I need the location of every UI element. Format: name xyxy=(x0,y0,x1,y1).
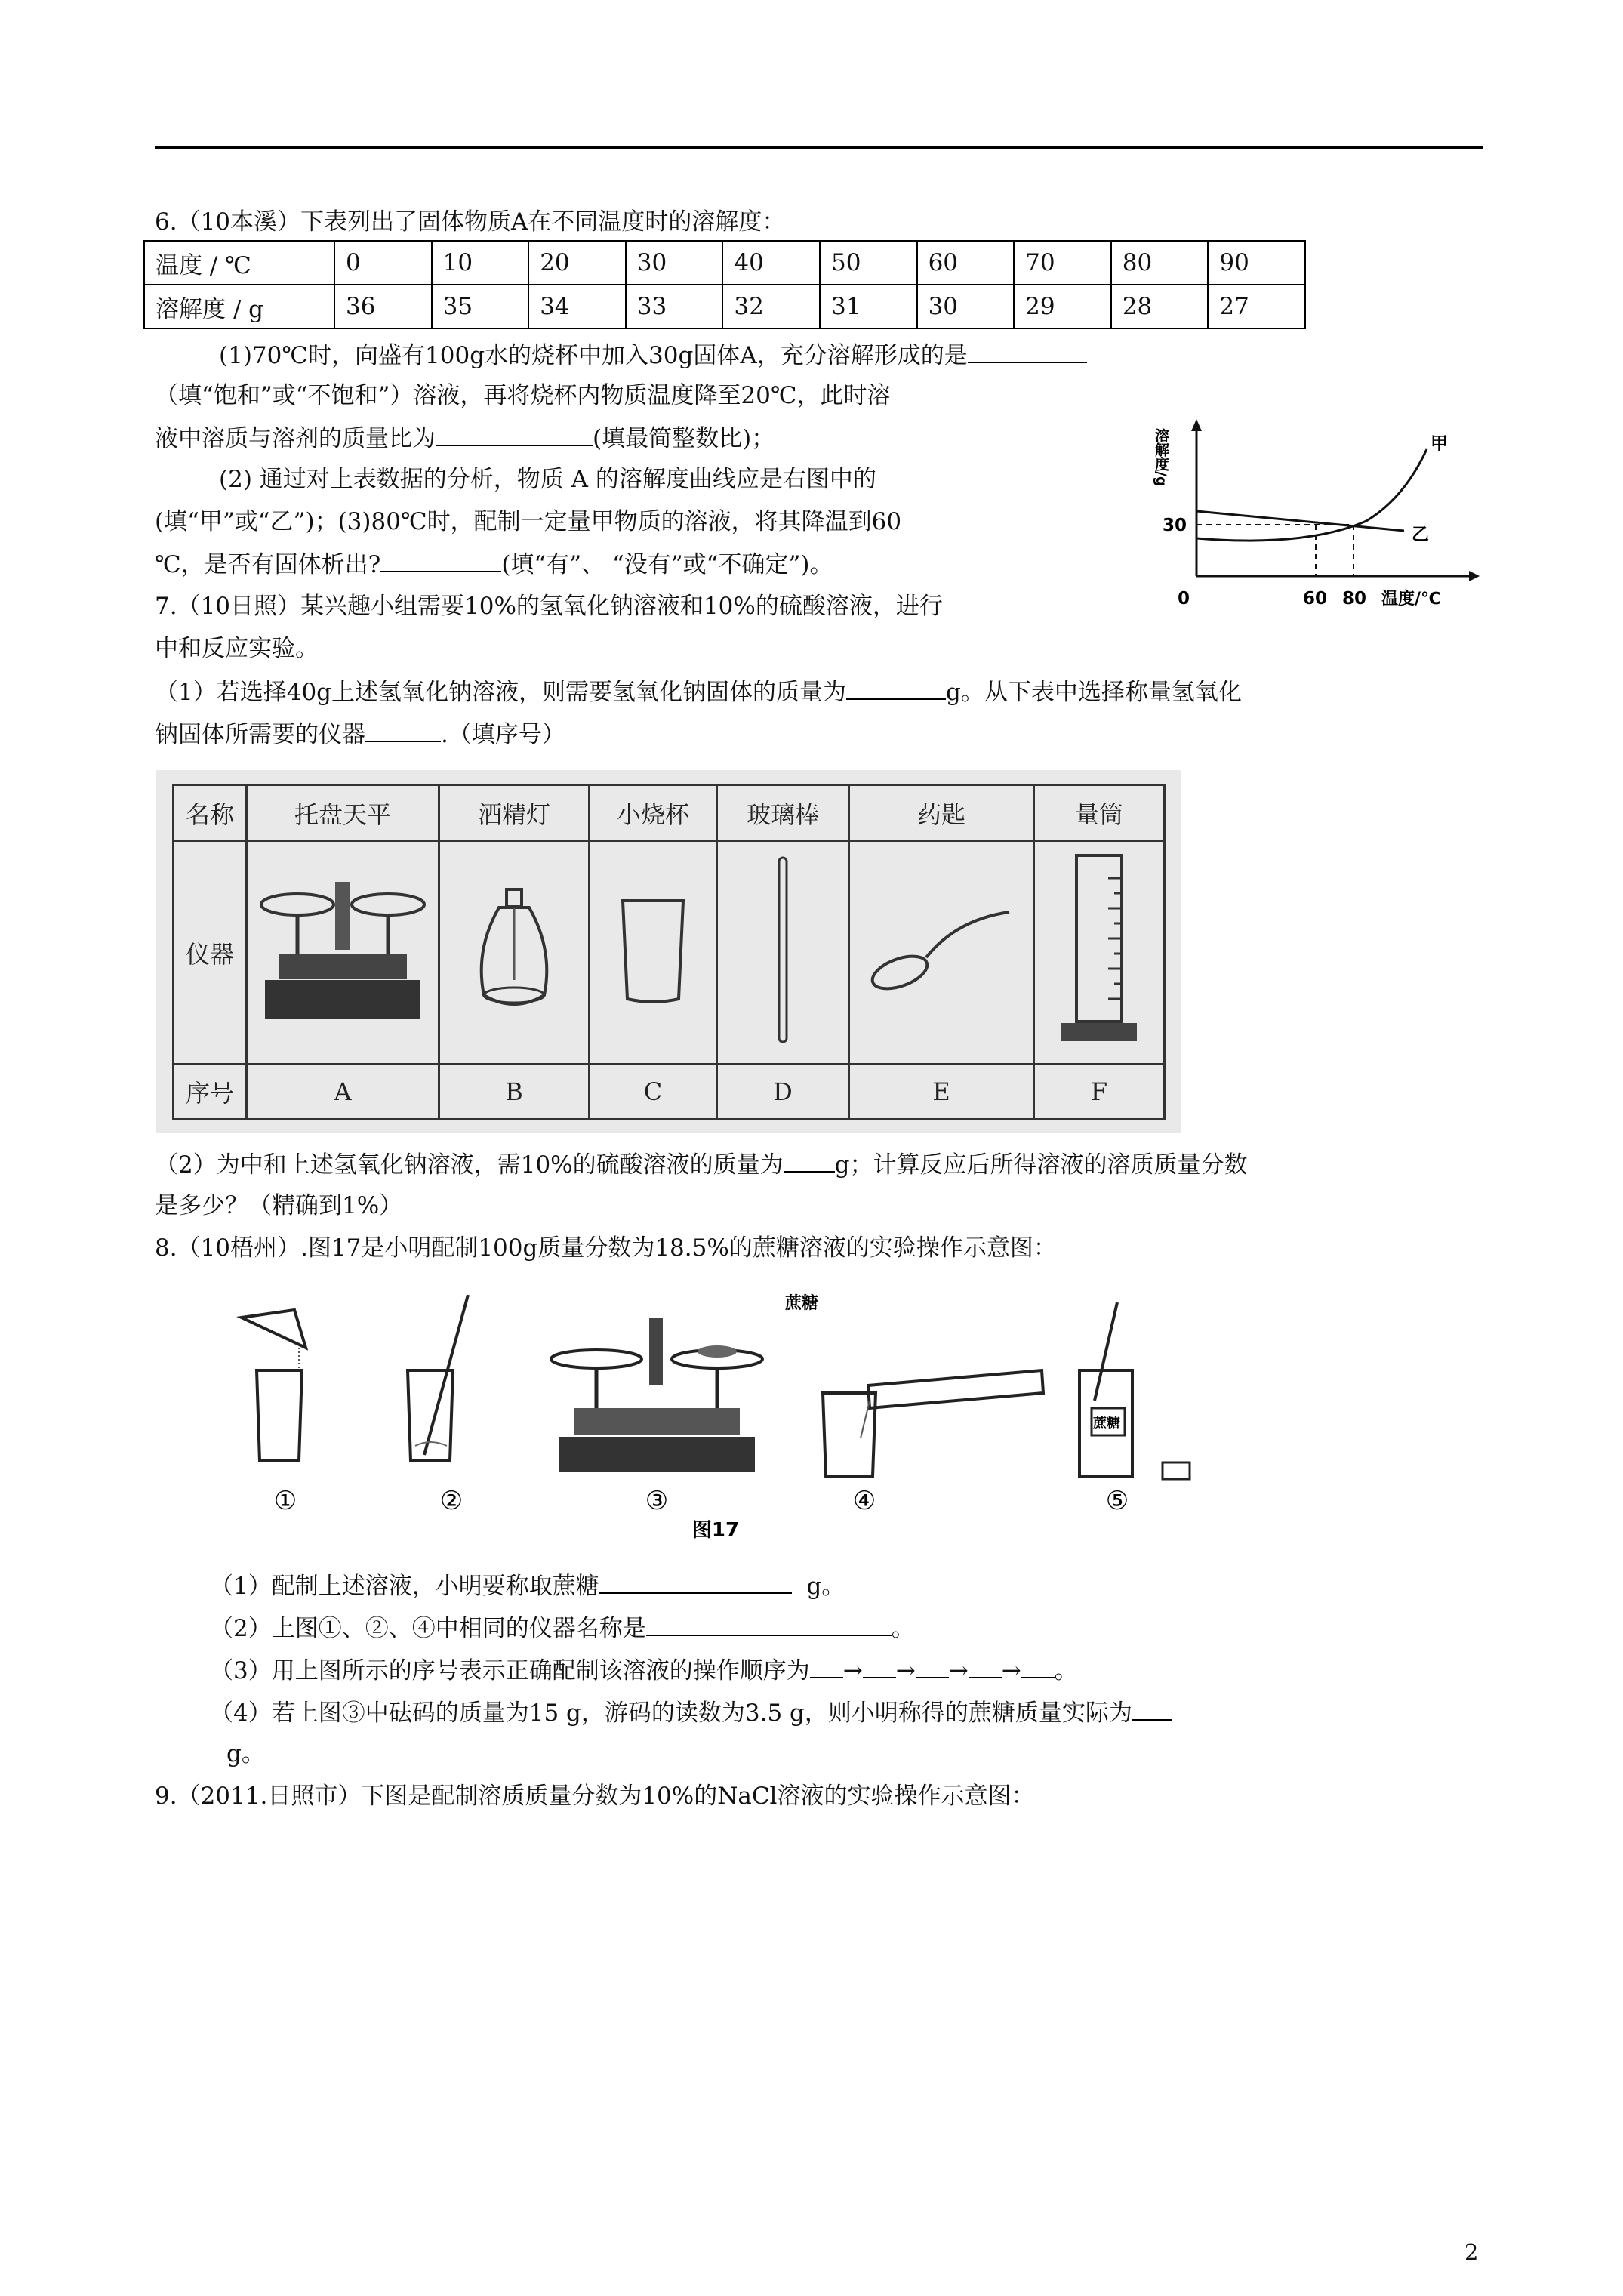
instrument-image-row xyxy=(174,841,1165,1065)
origin-label: 0 xyxy=(1178,589,1190,609)
alcohol-lamp-image-cell xyxy=(439,841,590,1065)
instrument-table xyxy=(172,784,1166,1120)
q7-part2-text: （2）为中和上述氢氧化钠溶液，需10%的硫酸溶液的质量为 xyxy=(155,1151,784,1179)
answer-blank xyxy=(916,1654,949,1678)
table-cell: E xyxy=(849,1065,1034,1120)
q6-part1 xyxy=(219,339,1087,371)
table-cell: 30 xyxy=(917,285,1015,328)
answer-blank xyxy=(646,1612,892,1636)
answer-blank xyxy=(810,1654,843,1678)
table-cell: 33 xyxy=(626,285,723,328)
q7-part2 xyxy=(155,1148,1247,1180)
arrow: → xyxy=(1001,1657,1021,1684)
q6-line5: (填“甲”或“乙”)；(3)80℃时，配制一定量甲物质的溶液，将其降温到60 xyxy=(155,508,902,535)
x-axis-arrow xyxy=(1469,571,1480,581)
q9-title: 9.（2011.日照市）下图是配制溶质质量分数为10%的NaCl溶液的实验操作示意图： xyxy=(155,1783,1035,1810)
table-cell: 小烧杯 xyxy=(590,785,717,841)
table-cell: 31 xyxy=(820,285,917,328)
answer-blank xyxy=(969,1654,1002,1678)
solubility-row-value xyxy=(144,285,1305,328)
table-cell: D xyxy=(717,1065,849,1120)
q7-part1 xyxy=(155,676,1242,707)
table-cell: 托盘天平 xyxy=(247,785,439,841)
table-cell: 0 xyxy=(334,241,432,285)
q8-part2-tail: 。 xyxy=(891,1615,915,1642)
answer-blank xyxy=(846,676,946,700)
table-cell: 名称 xyxy=(174,785,247,841)
fig-label-3: ③ xyxy=(645,1486,669,1516)
spoon-image-cell xyxy=(849,841,1034,1065)
q8-part3-text: （3）用上图所示的序号表示正确配制该溶液的操作顺序为 xyxy=(210,1657,810,1684)
table-cell: 药匙 xyxy=(849,785,1034,841)
step3-weigh-icon xyxy=(551,1318,762,1472)
label-jia: 甲 xyxy=(1431,434,1448,454)
q8-part3 xyxy=(210,1654,1078,1686)
y-axis-arrow xyxy=(1191,419,1202,431)
x-tick-80: 80 xyxy=(1342,589,1367,609)
beaker-icon xyxy=(615,886,691,1014)
q6-title: 6.（10本溪）下表列出了固体物质A在不同温度时的溶解度： xyxy=(155,208,786,236)
table-cell: 30 xyxy=(626,241,723,285)
q6-line6-tail: (填“有”、 “没有”或“不确定”)。 xyxy=(501,551,833,578)
cylinder-image-cell xyxy=(1034,841,1165,1065)
q7-part1-line2-text: 钠固体所需要的仪器 xyxy=(155,721,365,748)
sugar-label: 蔗糖 xyxy=(785,1294,819,1313)
balance-image-cell xyxy=(247,841,439,1065)
table-cell: 玻璃棒 xyxy=(717,785,849,841)
q7-title-2: 中和反应实验。 xyxy=(155,635,319,662)
q8-part2 xyxy=(210,1612,915,1644)
q8-title: 8.（10梧州）.图17是小明配制100g质量分数为18.5%的蔗糖溶液的实验操作示意图： xyxy=(155,1234,1057,1262)
arrow: → xyxy=(948,1657,969,1684)
table-cell: 40 xyxy=(722,241,820,285)
table-cell: B xyxy=(439,1065,590,1120)
q7-title: 7.（10日照）某兴趣小组需要10%的氢氧化钠溶液和10%的硫酸溶液，进行 xyxy=(155,593,943,620)
glass-rod-icon xyxy=(768,852,798,1048)
answer-blank xyxy=(1021,1654,1055,1678)
fig-label-1: ① xyxy=(273,1486,297,1516)
table-cell: 80 xyxy=(1111,241,1209,285)
table-cell: 34 xyxy=(528,285,626,328)
q8-part4-text: （4）若上图③中砝码的质量为15 g，游码的读数为3.5 g，则小明称得的蔗糖质量实际为 xyxy=(210,1700,1132,1727)
step2-stir-icon xyxy=(408,1295,468,1461)
beaker-image-cell xyxy=(590,841,717,1065)
table-cell: 35 xyxy=(432,285,529,328)
q6-part2: (2) 通过对上表数据的分析，物质 A 的溶解度曲线应是右图中的 xyxy=(219,466,876,493)
y-axis-label: 溶解度/g xyxy=(1153,428,1169,487)
table-cell: 50 xyxy=(820,241,917,285)
q6-line6-text: ℃，是否有固体析出? xyxy=(155,551,381,578)
arrow: → xyxy=(842,1657,863,1684)
answer-blank xyxy=(380,548,501,572)
q6-line3-tail: (填最简整数比)； xyxy=(593,425,775,452)
label-yi: 乙 xyxy=(1412,525,1429,544)
step4-pour-water-icon xyxy=(823,1370,1043,1476)
q6-part1-text: (1)70℃时，向盛有100g水的烧杯中加入30g固体A，充分溶解形成的是 xyxy=(219,342,968,369)
fig-label-5: ⑤ xyxy=(1105,1486,1129,1516)
alcohol-lamp-icon xyxy=(469,874,559,1025)
balance-icon xyxy=(256,867,430,1033)
q7-part2-line2: 是多少？（精确到1%） xyxy=(155,1192,403,1219)
table-cell: 仪器 xyxy=(174,841,247,1065)
table-cell: 36 xyxy=(334,285,432,328)
table-cell: 29 xyxy=(1014,285,1111,328)
answer-blank xyxy=(365,718,441,742)
arrow: → xyxy=(895,1657,916,1684)
spoon-icon xyxy=(866,897,1017,1003)
table-cell: 70 xyxy=(1014,241,1111,285)
q8-part1-tail: g。 xyxy=(806,1573,845,1600)
solubility-row-temp xyxy=(144,241,1305,285)
answer-blank xyxy=(863,1654,896,1678)
step5-jar-icon xyxy=(1079,1302,1190,1479)
q7-part1-text: （1）若选择40g上述氢氧化钠溶液，则需要氢氧化钠固体的质量为 xyxy=(155,679,847,706)
answer-blank xyxy=(784,1148,835,1173)
table-cell: 90 xyxy=(1208,241,1305,285)
table-cell: 20 xyxy=(528,241,626,285)
q6-line2: （填“饱和”或“不饱和”）溶液，再将烧杯内物质温度降至20℃，此时溶 xyxy=(155,382,891,409)
table-cell: 序号 xyxy=(174,1065,247,1120)
q8-part1 xyxy=(210,1570,845,1601)
table-cell: 60 xyxy=(917,241,1015,285)
q7-part1-tail: g。从下表中选择称量氢氧化 xyxy=(946,679,1242,706)
step1-pour-icon xyxy=(242,1310,306,1461)
q8-part4 xyxy=(210,1697,1172,1728)
glass-rod-image-cell xyxy=(717,841,849,1065)
curve-jia xyxy=(1196,449,1427,541)
solubility-curve-graph xyxy=(1155,411,1487,619)
table-cell: A xyxy=(247,1065,439,1120)
x-tick-60: 60 xyxy=(1303,589,1328,609)
graduated-cylinder-icon xyxy=(1054,848,1144,1052)
fig-label-2: ② xyxy=(439,1486,463,1516)
page-number: 2 xyxy=(1464,2239,1479,2265)
q6-line3 xyxy=(155,422,775,454)
y-tick-30: 30 xyxy=(1163,516,1187,535)
table-cell: 温度 / ℃ xyxy=(144,241,334,285)
q7-part2-tail: g；计算反应后所得溶液的溶质质量分数 xyxy=(834,1151,1248,1179)
q8-part3-tail: 。 xyxy=(1054,1657,1078,1684)
table-cell: F xyxy=(1034,1065,1165,1120)
q6-line3-text: 液中溶质与溶剂的质量比为 xyxy=(155,425,436,452)
table-cell: 10 xyxy=(432,241,529,285)
x-axis-label: 温度/℃ xyxy=(1381,590,1441,609)
answer-blank xyxy=(436,422,593,446)
table-cell: 32 xyxy=(722,285,820,328)
instrument-letter-row xyxy=(174,1065,1165,1120)
table-cell: C xyxy=(590,1065,717,1120)
table-cell: 溶解度 / g xyxy=(144,285,334,328)
table-cell: 27 xyxy=(1208,285,1305,328)
solubility-table xyxy=(143,240,1306,329)
answer-blank xyxy=(599,1570,792,1594)
jar-label: 蔗糖 xyxy=(1093,1416,1120,1432)
answer-blank xyxy=(968,339,1087,363)
q6-line6 xyxy=(155,548,833,580)
q7-part1-line2 xyxy=(155,718,565,750)
fig-label-4: ④ xyxy=(852,1486,876,1516)
answer-blank xyxy=(1132,1697,1172,1721)
table-cell: 28 xyxy=(1111,285,1209,328)
curve-yi xyxy=(1196,511,1404,531)
figure-caption: 图17 xyxy=(691,1519,740,1542)
header-rule xyxy=(155,146,1483,149)
figure-17 xyxy=(226,1287,1283,1544)
table-cell: 酒精灯 xyxy=(439,785,590,841)
table-cell: 量筒 xyxy=(1034,785,1165,841)
instrument-table-scan xyxy=(156,770,1181,1133)
instrument-name-row xyxy=(174,785,1165,841)
q8-part1-text: （1）配制上述溶液，小明要称取蔗糖 xyxy=(210,1573,599,1600)
q7-part1-line2-tail: .（填序号） xyxy=(441,721,565,748)
q8-part2-text: （2）上图①、②、④中相同的仪器名称是 xyxy=(210,1615,646,1642)
q8-part4-line2: g。 xyxy=(226,1740,265,1767)
